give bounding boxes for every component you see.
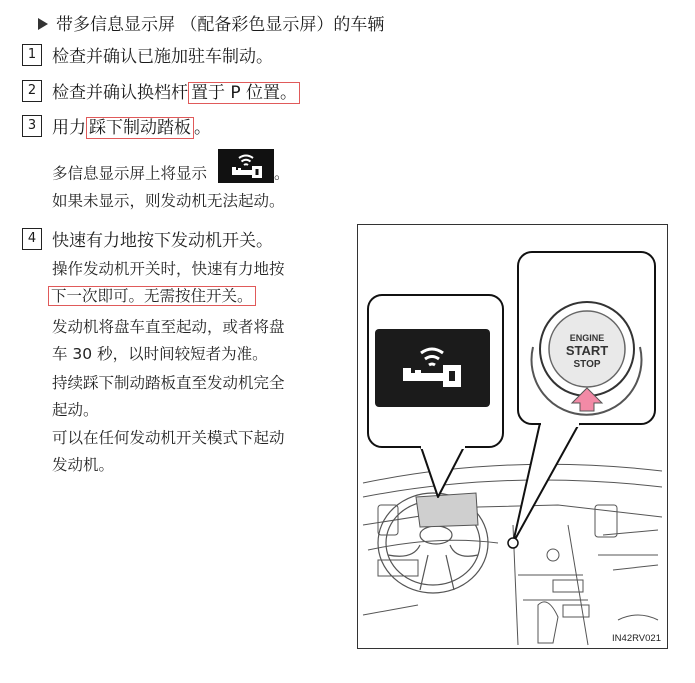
note-line: 发动机将盘车直至起动，或者将盘 bbox=[52, 318, 285, 336]
figure-code: IN42RV021 bbox=[612, 633, 661, 644]
step-number: 4 bbox=[22, 228, 42, 250]
step-4-note-1 bbox=[48, 256, 285, 310]
section-heading bbox=[38, 10, 384, 35]
step-text: 检查并确认换档杆 bbox=[52, 83, 188, 103]
step-3-note-2 bbox=[52, 188, 285, 215]
note-line: 发动机。 bbox=[52, 456, 115, 474]
note-line: 可以在任何发动机开关模式下起动 bbox=[52, 429, 285, 447]
step-number: 2 bbox=[22, 80, 42, 102]
stop-label: STOP bbox=[573, 359, 601, 370]
note-text: 多信息显示屏上将显示 bbox=[52, 164, 208, 183]
step-text: 用力 bbox=[52, 118, 86, 138]
note-line: 车 30 秒，以时间较短者为准。 bbox=[52, 345, 268, 363]
step-highlight: 踩下制动踏板 bbox=[86, 117, 194, 139]
step-number: 3 bbox=[22, 115, 42, 137]
step-4-note-2 bbox=[52, 314, 285, 368]
note-text: 如果未显示，则发动机无法起动。 bbox=[52, 192, 285, 210]
step-4 bbox=[22, 226, 273, 252]
key-signal-icon bbox=[218, 149, 274, 193]
note-text: 。 bbox=[273, 164, 290, 183]
step-1 bbox=[22, 42, 273, 68]
illustration-panel bbox=[357, 224, 668, 649]
step-2 bbox=[22, 78, 300, 104]
step-3 bbox=[22, 113, 211, 139]
heading-text: 带多信息显示屏 （配备彩色显示屏）的车辆 bbox=[56, 15, 385, 35]
step-suffix: 。 bbox=[194, 118, 211, 138]
dashboard-illustration bbox=[358, 225, 667, 648]
note-highlight: 下一次即可。无需按住开关。 bbox=[48, 286, 256, 306]
step-text: 检查并确认已施加驻车制动。 bbox=[52, 47, 273, 67]
note-line: 持续踩下制动踏板直至发动机完全 bbox=[52, 374, 285, 392]
step-4-note-3 bbox=[52, 370, 285, 424]
step-number: 1 bbox=[22, 44, 42, 66]
start-label: START bbox=[565, 343, 609, 358]
step-4-note-4 bbox=[52, 425, 285, 479]
triangle-bullet-icon bbox=[38, 18, 48, 30]
engine-label: ENGINE bbox=[569, 333, 605, 343]
step-text: 快速有力地按下发动机开关。 bbox=[52, 231, 273, 251]
note-line: 起动。 bbox=[52, 401, 99, 419]
note-line: 操作发动机开关时，快速有力地按 bbox=[52, 260, 285, 278]
step-highlight: 置于 P 位置。 bbox=[188, 82, 300, 104]
